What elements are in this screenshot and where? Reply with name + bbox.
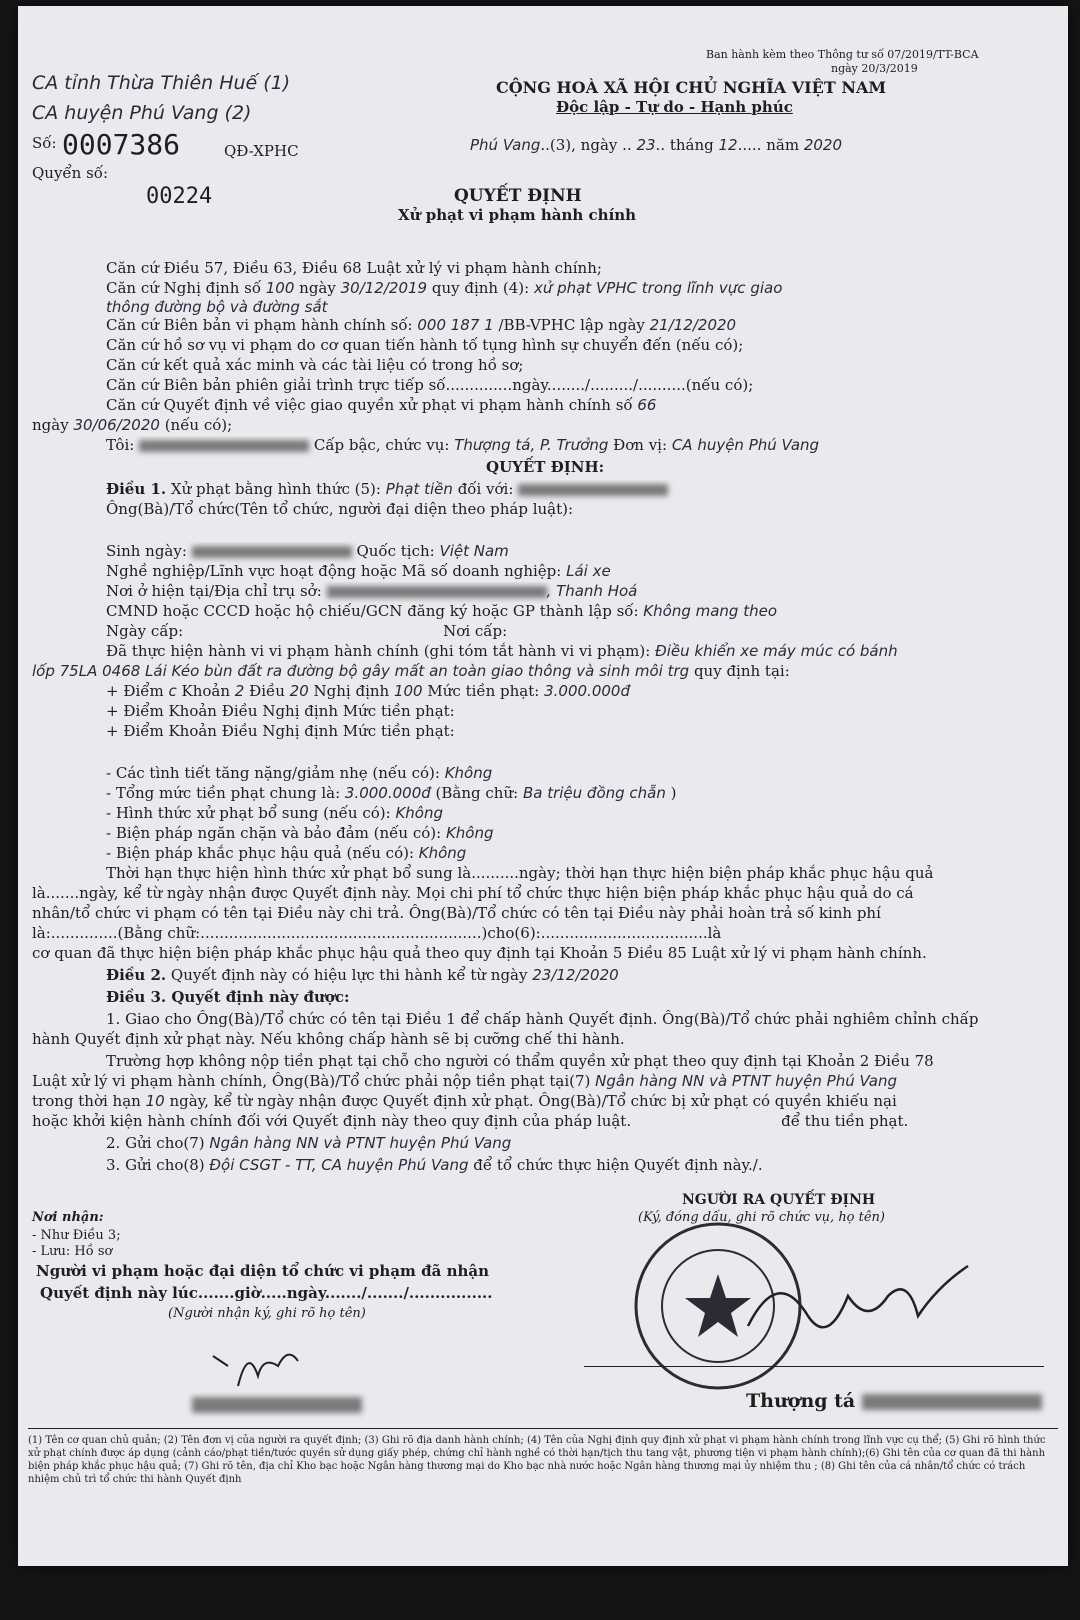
issuer-line: Tôi: Cấp bậc, chức vụ: Thượng tá, P. Trưởng Đơn vị: CA huyện Phú Vang <box>106 436 820 454</box>
book-label: Quyển số: <box>32 164 109 182</box>
art2: Điều 2. Quyết định này có hiệu lực thi hành kể từ ngày 23/12/2020 <box>106 966 619 984</box>
art1-job: Nghề nghiệp/Lĩnh vực hoạt động hoặc Mã số doanh nghiệp: Lái xe <box>106 562 611 580</box>
basis-assignment: Căn cứ Quyết định về việc giao quyền xử phạt vi phạm hành chính số 66 <box>106 396 657 414</box>
art3-case-4: hoặc khởi kiện hành chính đối với Quyết định này theo quy định của pháp luật. để thu tiền phạt. <box>32 1112 909 1130</box>
issuance-note: Ban hành kèm theo Thông tư số 07/2019/TT-BCA <box>706 48 979 61</box>
basis-case: Căn cứ hồ sơ vụ vi phạm do cơ quan tiến hành tố tụng hình sự chuyển đến (nếu có); <box>106 336 744 354</box>
art1-violation-cont: lốp 75LA 0468 Lái Kéo bùn đất ra đường bộ gây mất an toàn giao thông và sinh môi trg quy định tại: <box>32 662 790 680</box>
recipients-2: - Lưu: Hồ sơ <box>32 1244 113 1259</box>
art1-issue: Ngày cấp: Nơi cấp: <box>106 622 508 640</box>
art1-term: Thời hạn thực hiện hình thức xử phạt bổ sung là..........ngày; thời hạn thực hiện biện pháp khắc phục hậu quả <box>106 864 934 882</box>
receipt-note: (Người nhận ký, ghi rõ họ tên) <box>168 1306 366 1321</box>
receiver-name-redacted <box>192 1394 362 1413</box>
doc-subtitle: Xử phạt vi phạm hành chính <box>398 206 637 224</box>
art1-additional: - Hình thức xử phạt bổ sung (nếu có): Không <box>106 804 443 822</box>
art1-violation: Đã thực hiện hành vi vi phạm hành chính (ghi tóm tắt hành vi vi phạm): Điều khiển xe máy múc có bánh <box>106 642 898 660</box>
country-title: CỘNG HOÀ XÃ HỘI CHỦ NGHĨA VIỆT NAM <box>496 78 887 97</box>
art3-3: 3. Gửi cho(8) Đội CSGT - TT, CA huyện Phú Vang để tổ chức thực hiện Quyết định này./. <box>106 1156 763 1174</box>
art3-1-cont: hành Quyết định xử phạt này. Nếu không chấp hành sẽ bị cưỡng chế thi hành. <box>32 1030 625 1048</box>
art1-remedy: - Biện pháp khắc phục hậu quả (nếu có): Không <box>106 844 467 862</box>
art1-point-1: + Điểm c Khoản 2 Điều 20 Nghị định 100 Mức tiền phạt: 3.000.000đ <box>106 682 630 700</box>
art1-form: Điều 1. Xử phạt bằng hình thức (5): Phạt tiền đối với: <box>106 480 1080 502</box>
agency-district: CA huyện Phú Vang (2) <box>32 102 252 124</box>
art1-term-4: là:..............(Bằng chữ:...........................................................)cho(6):...................................là <box>32 924 722 942</box>
agency-province: CA tỉnh Thừa Thiên Huế (1) <box>32 72 291 94</box>
footnote-rule <box>28 1428 1058 1429</box>
receiver-signature <box>208 1336 328 1396</box>
art1-circumstances: - Các tình tiết tăng nặng/giảm nhẹ (nếu có): Không <box>106 764 493 782</box>
country-motto: Độc lập - Tự do - Hạnh phúc <box>556 98 793 116</box>
art1-term-3: nhân/tổ chức vi phạm có tên tại Điều này chi trả. Ông(Bà)/Tổ chức có tên tại Điều này phải hoàn trả số kinh phí <box>32 904 881 922</box>
recipients-1: - Như Điều 3; <box>32 1228 121 1243</box>
basis-explanation: Căn cứ Biên bản phiên giải trình trực tiếp số..............ngày......../........./..........(nếu có); <box>106 376 754 394</box>
art1-point-2: + Điểm Khoản Điều Nghị định Mức tiền phạt: <box>106 702 455 720</box>
basis-assignment-date: ngày 30/06/2020 (nếu có); <box>32 416 233 434</box>
art1-birth: Sinh ngày: Quốc tịch: Việt Nam <box>106 542 509 560</box>
place-date: Phú Vang..(3), ngày .. 23.. tháng 12..... năm 2020 <box>470 136 843 154</box>
art1-term-2: là.......ngày, kể từ ngày nhận được Quyết định này. Mọi chi phí tổ chức thực hiện biện pháp khắc phục hậu quả do cá <box>32 884 914 902</box>
signer-note: (Ký, đóng dấu, ghi rõ chức vụ, họ tên) <box>638 1210 886 1225</box>
recipients-label: Nơi nhận: <box>32 1210 104 1225</box>
art1-prevention: - Biện pháp ngăn chặn và bảo đảm (nếu có): Không <box>106 824 494 842</box>
art3-1: 1. Giao cho Ông(Bà)/Tổ chức có tên tại Điều 1 để chấp hành Quyết định. Ông(Bà)/Tổ chức phải nghiêm chỉnh chấp <box>106 1010 979 1028</box>
art3-case: Trường hợp không nộp tiền phạt tại chỗ cho người có thẩm quyền xử phạt theo quy định tại Khoản 2 Điều 78 <box>106 1052 934 1070</box>
basis-verification: Căn cứ kết quả xác minh và các tài liệu có trong hồ sơ; <box>106 356 524 374</box>
doc-title: QUYẾT ĐỊNH <box>454 186 582 206</box>
art1-id: CMND hoặc CCCD hoặc hộ chiếu/GCN đăng ký hoặc GP thành lập số: Không mang theo <box>106 602 778 620</box>
basis-law: Căn cứ Điều 57, Điều 63, Điều 68 Luật xử lý vi phạm hành chính; <box>106 259 602 277</box>
decision-heading: QUYẾT ĐỊNH: <box>486 458 605 476</box>
signature-line <box>584 1366 1044 1367</box>
art1-term-5: cơ quan đã thực hiện biện pháp khắc phục hậu quả theo quy định tại Khoản 5 Điều 85 Luật xử lý vi phạm hành chính. <box>32 944 927 962</box>
signer-signature <box>738 1256 978 1366</box>
art1-point-3: + Điểm Khoản Điều Nghị định Mức tiền phạt: <box>106 722 455 740</box>
art1-person: Ông(Bà)/Tổ chức(Tên tổ chức, người đại diện theo pháp luật): <box>106 500 574 518</box>
footnotes: (1) Tên cơ quan chủ quản; (2) Tên đơn vị của người ra quyết định; (3) Ghi rõ địa danh hành chính; (4) Tên của Nghị định quy định xử phạt vi phạm hành chính trong lĩnh vực cụ thể; (5) Ghi rõ hình thức xử phạt chính được áp dụng (cảnh cáo/phạt tiền/tước quyền sử dụng giấy phép, chứng chỉ hành nghề có thời hạn/tịch thu tang vật, phương tiện vi phạm hành chính);(6) Ghi tên của cơ quan đã thi hành biện pháp khắc phục hậu quả; (7) Ghi rõ tên, địa chỉ Kho bạc hoặc Ngân hàng thương mại do Kho bạc nhà nước hoặc Ngân hàng thương mại ủy nhiệm thu ; (8) Ghi tên của cá nhân/tổ chức có trách nhiệm chủ trì tổ chức thi hành Quyết định <box>28 1435 1046 1485</box>
art3-case-3: trong thời hạn 10 ngày, kể từ ngày nhận được Quyết định xử phạt. Ông(Bà)/Tổ chức bị xử phạt có quyền khiếu nại <box>32 1092 897 1110</box>
number-label: Số: <box>32 134 57 152</box>
art3-2: 2. Gửi cho(7) Ngân hàng NN và PTNT huyện Phú Vang <box>106 1134 512 1152</box>
issuance-date: ngày 20/3/2019 <box>831 62 918 75</box>
document-page <box>18 6 1068 1566</box>
basis-decree-cont: thông đường bộ và đường sắt <box>106 298 328 316</box>
receipt-1: Người vi phạm hoặc đại diện tổ chức vi phạm đã nhận <box>36 1262 490 1280</box>
basis-record: Căn cứ Biên bản vi phạm hành chính số: 000 187 1 /BB-VPHC lập ngày 21/12/2020 <box>106 316 737 334</box>
number-suffix: QĐ-XPHC <box>224 142 299 160</box>
art1-address: Nơi ở hiện tại/Địa chỉ trụ sở: , Thanh Hoá <box>106 582 638 600</box>
receipt-2: Quyết định này lúc.......giờ.....ngày......./......./................ <box>40 1284 493 1302</box>
art1-total: - Tổng mức tiền phạt chung là: 3.000.000đ (Bằng chữ: Ba triệu đồng chẵn ) <box>106 784 677 802</box>
book-number: 00224 <box>146 184 213 209</box>
art3-case-2: Luật xử lý vi phạm hành chính, Ông(Bà)/Tổ chức phải nộp tiền phạt tại(7) Ngân hàng NN và PTNT huyện Phú Vang <box>32 1072 898 1090</box>
art3: Điều 3. Quyết định này được: <box>106 988 350 1006</box>
signer-rank: Thượng tá <box>746 1390 1042 1412</box>
signer-title: NGƯỜI RA QUYẾT ĐỊNH <box>682 1192 876 1208</box>
decision-number: 0007386 <box>62 128 181 161</box>
basis-decree: Căn cứ Nghị định số 100 ngày 30/12/2019 quy định (4): xử phạt VPHC trong lĩnh vực giao <box>106 279 783 297</box>
